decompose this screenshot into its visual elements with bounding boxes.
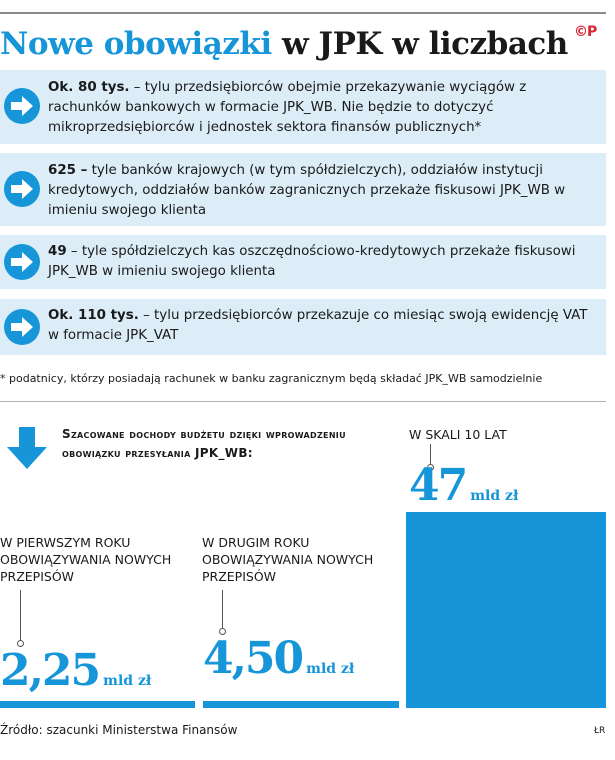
fact-text [48,161,594,221]
fact-number: Ok. 110 tys. [48,308,139,323]
arrow-right-icon [3,308,41,346]
author-initials: ŁR [594,726,606,736]
value-unit: mld zł [306,661,355,677]
fact-description: tyle banków krajowych (w tym spółdzielczych), oddziałów instytucji kredytowych, oddziałów banków zagranicznych przekaże fiskusowi JPK_WB w imieniu swojego klienta [48,163,566,218]
fact-number: 625 – [48,163,88,178]
fact-panel-2 [0,153,606,226]
bar-second-year [203,701,399,708]
value-label-1 [0,645,151,696]
fact-panel-4 [0,299,606,355]
title-accent: Nowe obowiązki [0,26,272,62]
arrow-right-icon [3,170,41,208]
arrow-right-icon [3,87,41,125]
section-divider [0,401,606,402]
bar-first-year [0,701,195,708]
fact-text [48,78,594,138]
value-number: 47 [409,460,467,511]
bar-ten-years [406,512,606,708]
footnote: * podatnicy, którzy posiadają rachunek w banku zagranicznym będą składać JPK_WB samodzielnie [0,372,543,385]
leader-line [222,590,223,630]
arrow-right-icon [3,243,41,281]
fact-panel-1 [0,70,606,144]
source-note: Źródło: szacunki Ministerstwa Finansów [0,723,238,737]
category-label-1: W PIERWSZYM ROKU OBOWIĄZYWANIA NOWYCH PRZEPISÓW [0,535,172,584]
fact-text [48,306,594,346]
fact-description: – tylu przedsiębiorców obejmie przekazywanie wyciągów z rachunków bankowych w formacie JPK_WB. Nie będzie to dotyczyć mikroprzedsiębiorców i jednostek sektora finansów publicznych* [48,80,527,135]
top-rule [0,12,606,14]
publisher-logo: ©P [574,24,597,40]
value-number: 4,50 [203,633,303,684]
chart-title: Szacowane dochody budżetu dzięki wprowadzeniu obowiązku przesyłania JPK_WB: [62,427,346,460]
category-label-2: W DRUGIM ROKU OBOWIĄZYWANIA NOWYCH PRZEPISÓW [202,535,374,584]
fact-number: 49 [48,244,67,259]
fact-number: Ok. 80 tys. [48,80,130,95]
arrow-down-icon [3,425,51,473]
fact-panel-3 [0,235,606,289]
fact-description: – tylu przedsiębiorców przekazuje co miesiąc swoją ewidencję VAT w formacie JPK_VAT [48,308,588,343]
category-label-3: W SKALI 10 LAT [409,427,507,442]
page-title [0,26,568,62]
value-number: 2,25 [0,645,100,696]
value-unit: mld zł [103,673,152,689]
title-rest: w JPK w liczbach [281,26,568,62]
fact-text [48,242,594,282]
leader-line [20,590,21,642]
fact-description: – tyle spółdzielczych kas oszczędnościowo-kredytowych przekaże fiskusowi JPK_WB w imieniu swojego klienta [48,244,576,279]
value-unit: mld zł [470,488,519,504]
value-label-2 [203,633,354,684]
value-label-3 [409,460,518,511]
